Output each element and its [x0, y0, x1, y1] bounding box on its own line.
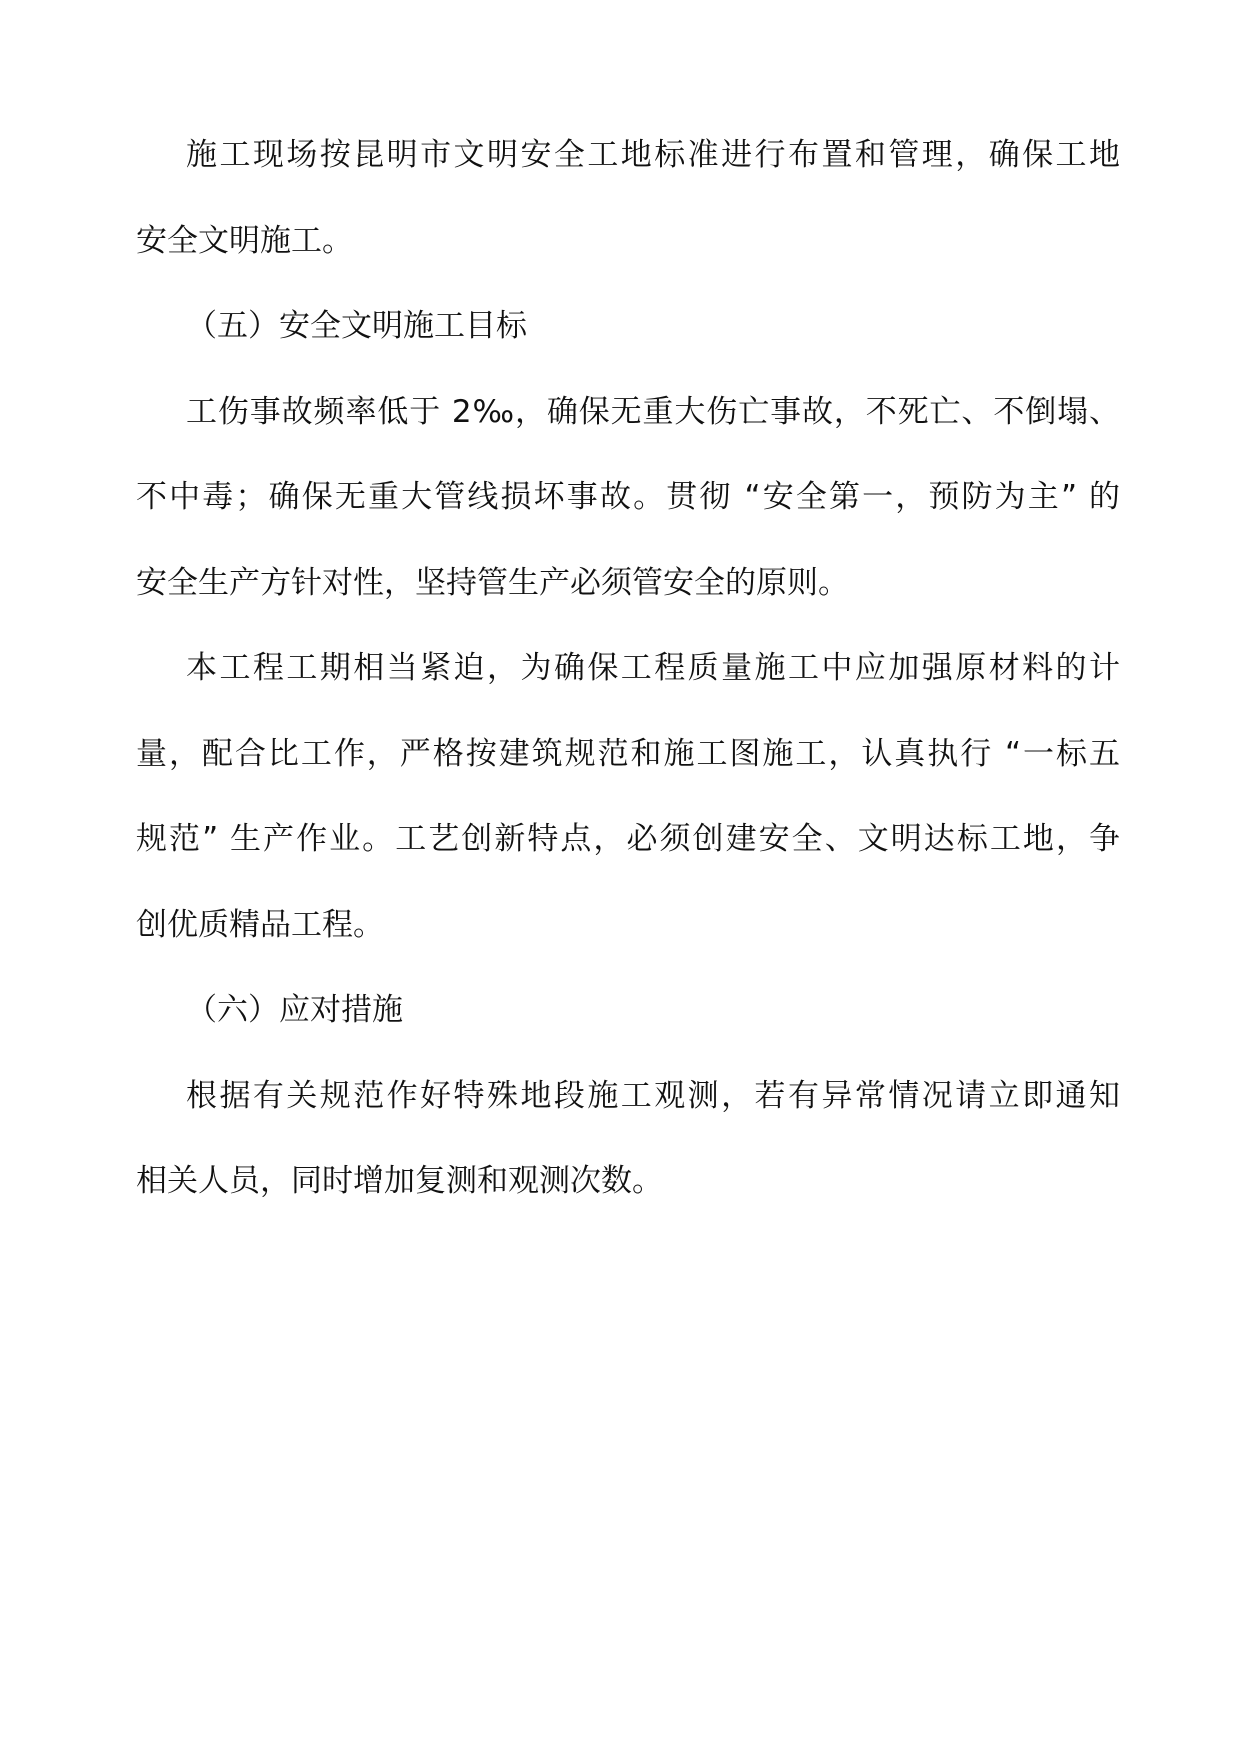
paragraph: [136, 626, 1120, 968]
document-body: [136, 113, 1120, 1225]
section-heading: [136, 284, 1120, 370]
paragraph-line: 工伤事故频率低于 2‰，确保无重大伤亡事故，不死亡、不倒塌、: [186, 393, 1120, 430]
paragraph-line: 创优质精品工程。: [136, 906, 384, 943]
paragraph: [136, 370, 1120, 627]
section-heading-text: （五）安全文明施工目标: [186, 308, 527, 344]
paragraph-line: 相关人员，同时增加复测和观测次数。: [136, 1163, 663, 1199]
paragraph-line: 安全生产方针对性，坚持管生产必须管安全的原则。: [136, 564, 849, 601]
paragraph-line: 安全文明施工。: [136, 222, 353, 259]
paragraph-line: 量，配合比工作，严格按建筑规范和施工图施工，认真执行 “一标五: [136, 735, 1120, 772]
paragraph-line: 不中毒；确保无重大管线损坏事故。贯彻 “安全第一，预防为主” 的: [136, 479, 1120, 515]
paragraph-line: 本工程工期相当紧迫，为确保工程质量施工中应加强原材料的计: [186, 650, 1120, 686]
section-heading-text: （六）应对措施: [186, 992, 403, 1028]
section-heading: [136, 968, 1120, 1054]
paragraph: [136, 113, 1120, 284]
paragraph-line: 根据有关规范作好特殊地段施工观测，若有异常情况请立即通知: [186, 1077, 1120, 1114]
paragraph: [136, 1054, 1120, 1225]
paragraph-line: 规范” 生产作业。工艺创新特点，必须创建安全、文明达标工地，争: [136, 821, 1120, 857]
paragraph-line: 施工现场按昆明市文明安全工地标准进行布置和管理，确保工地: [186, 137, 1120, 173]
